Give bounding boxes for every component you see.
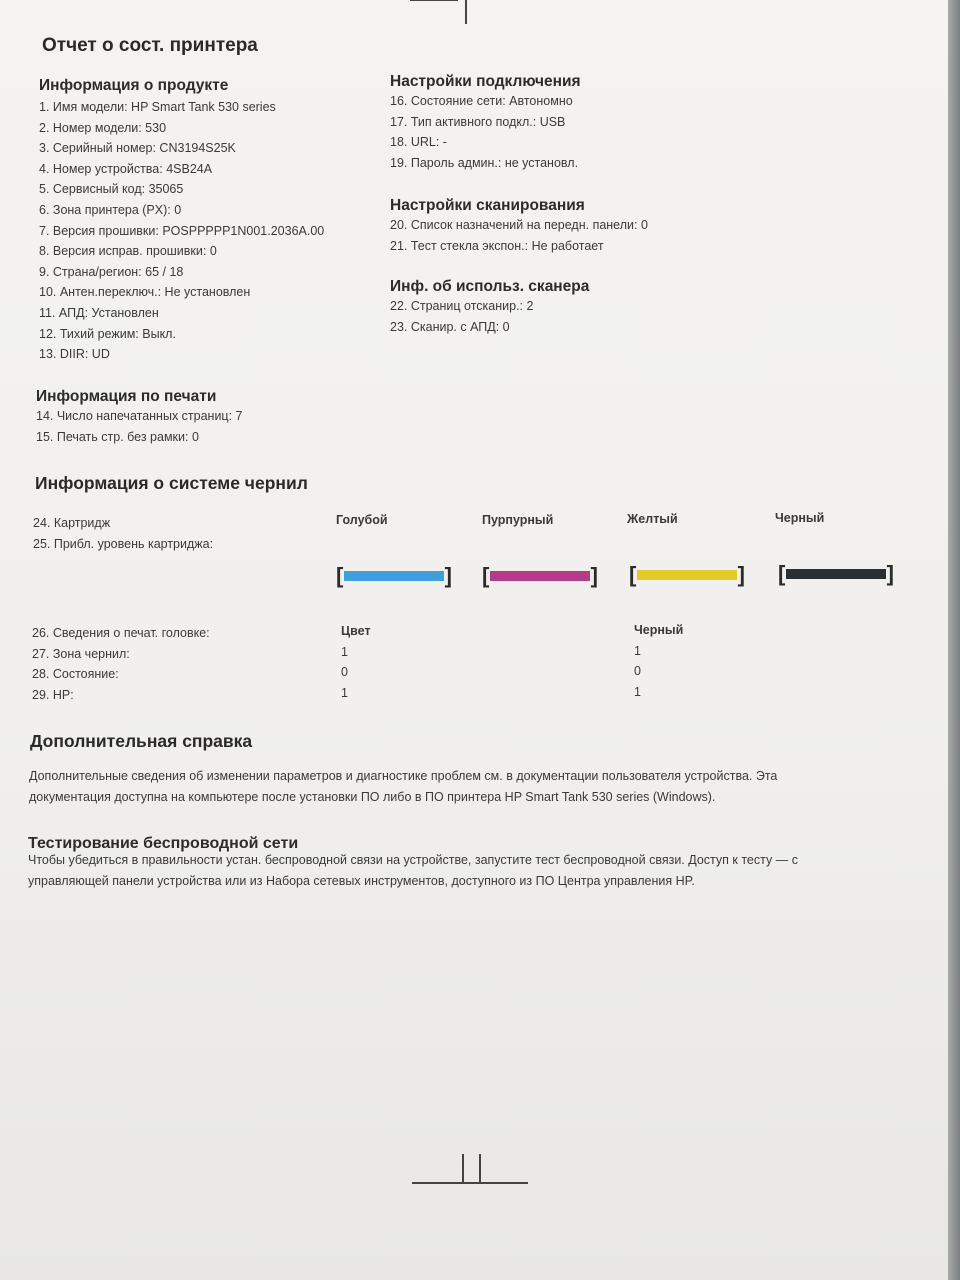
page-edge-shadow [948,0,960,1280]
ink-gauge-magenta [482,565,598,587]
cartridge-label: 24. Картридж [33,516,111,530]
print-info-list [36,406,243,447]
cartridge-name-yellow: Желтый [627,512,678,526]
printhead-labels [32,623,210,705]
list-item: 9. Страна/регион: 65 / 18 [39,264,184,279]
gauge-bracket-right: ] [886,561,894,586]
top-registration-mark [410,0,458,1]
ink-gauge-black [778,563,894,585]
scanner-usage-section [390,278,589,337]
ink-level-fill-magenta [490,571,590,581]
wireless-test-text: Чтобы убедиться в правильности устан. беспроводной связи на устройстве, запустите тест беспроводной связи. Доступ к тесту — с управляющей панели устройства или из Набора сетевых инструментов, доступного из ПО Центра управления HP. [28,853,798,888]
list-item: 6. Зона принтера (PX): 0 [39,202,182,217]
gauge-bracket-right: ] [444,563,452,588]
top-registration-tick [465,0,467,24]
gauge-bracket-left: [ [336,563,344,588]
list-item: 18. URL: - [390,135,447,150]
list-item: 7. Версия прошивки: POSPPPPP1N001.2036A.00 [39,223,325,238]
cartridge-name-cyan: Голубой [336,513,388,527]
cartridge-name-black: Черный [775,511,825,525]
additional-help-heading: Дополнительная справка [30,731,253,751]
printhead-name: Цвет [341,624,371,638]
list-item: 22. Страниц отсканир.: 2 [390,299,534,313]
printhead-hp: 1 [634,684,641,699]
gauge-bracket-right: ] [737,562,745,587]
gauge-bracket-left: [ [482,563,490,588]
printhead-zone: 1 [341,644,348,659]
list-item: 16. Состояние сети: Автономно [390,94,573,108]
scan-settings-list [390,215,648,256]
ink-gauge-yellow [629,564,745,586]
printhead-info-label: 26. Сведения о печат. головке: [32,626,210,640]
list-item: 4. Номер устройства: 4SB24A [39,161,213,176]
connection-section [390,73,581,173]
scan-settings-heading: Настройки сканирования [390,197,585,214]
gauge-bracket-left: [ [778,561,786,586]
ink-level-fill-yellow [637,570,737,580]
list-item: 2. Номер модели: 530 [39,120,167,135]
list-item: 21. Тест стекла экспон.: Не работает [390,238,604,253]
list-item: 8. Версия исправ. прошивки: 0 [39,244,217,259]
printhead-status: 0 [634,664,641,679]
list-item: 17. Тип активного подкл.: USB [390,114,566,129]
report-title: Отчет о сост. принтера [42,35,258,56]
connection-heading: Настройки подключения [390,73,581,90]
product-info-heading: Информация о продукте [39,77,229,94]
list-item: 14. Число напечатанных страниц: 7 [36,409,243,423]
cartridge-level-label: 25. Прибл. уровень картриджа: [33,537,214,551]
print-info-section [36,388,243,447]
ink-heading: Информация о системе чернил [35,473,308,493]
hp-label: 29. HP: [32,687,74,702]
list-item: 15. Печать стр. без рамки: 0 [36,429,199,444]
list-item: 19. Пароль админ.: не установл. [390,155,579,170]
additional-help-text: Дополнительные сведения об изменении параметров и диагностике проблем см. в документации пользователя устройства. Эта документация доступна на компьютере после установки ПО либо в ПО принтера HP Smart Tank 530 series (Windows). [29,769,778,804]
list-item: 5. Сервисный код: 35065 [39,182,184,197]
status-label: 28. Состояние: [32,667,119,682]
bottom-registration-tick [462,1154,464,1183]
connection-list [390,91,581,173]
bottom-registration-tick [479,1154,481,1183]
ink-zone-label: 27. Зона чернил: [32,646,130,661]
cartridge-name-magenta: Пурпурный [482,513,554,527]
list-item: 11. АПД: Установлен [39,305,159,320]
wireless-test-heading: Тестирование беспроводной сети [28,835,299,852]
printhead-hp: 1 [341,685,348,700]
gauge-bracket-right: ] [590,563,598,588]
printhead-status: 0 [341,665,348,680]
ink-level-fill-black [786,569,886,579]
scanner-usage-heading: Инф. об использ. сканера [390,278,590,295]
bottom-registration-line [412,1182,528,1184]
list-item: 1. Имя модели: HP Smart Tank 530 series [39,100,276,114]
list-item: 3. Серийный номер: CN3194S25K [39,141,236,156]
ink-level-fill-cyan [344,571,444,581]
product-info-list [39,97,324,365]
ink-gauge-cyan [336,565,452,587]
scanner-usage-list [390,296,589,337]
print-info-heading: Информация по печати [36,388,217,405]
printhead-color-column [341,621,371,703]
printhead-black-column [634,620,683,702]
product-info-section [39,77,324,365]
list-item: 23. Сканир. с АПД: 0 [390,319,510,334]
gauge-bracket-left: [ [629,562,637,587]
list-item: 12. Тихий режим: Выкл. [39,326,176,341]
list-item: 20. Список назначений на передн. панели: 0 [390,218,648,232]
printhead-zone: 1 [634,643,641,658]
printhead-name: Черный [634,623,684,637]
list-item: 10. Антен.переключ.: Не установлен [39,285,251,300]
list-item: 13. DIIR: UD [39,347,110,362]
scan-settings-section [390,197,648,256]
